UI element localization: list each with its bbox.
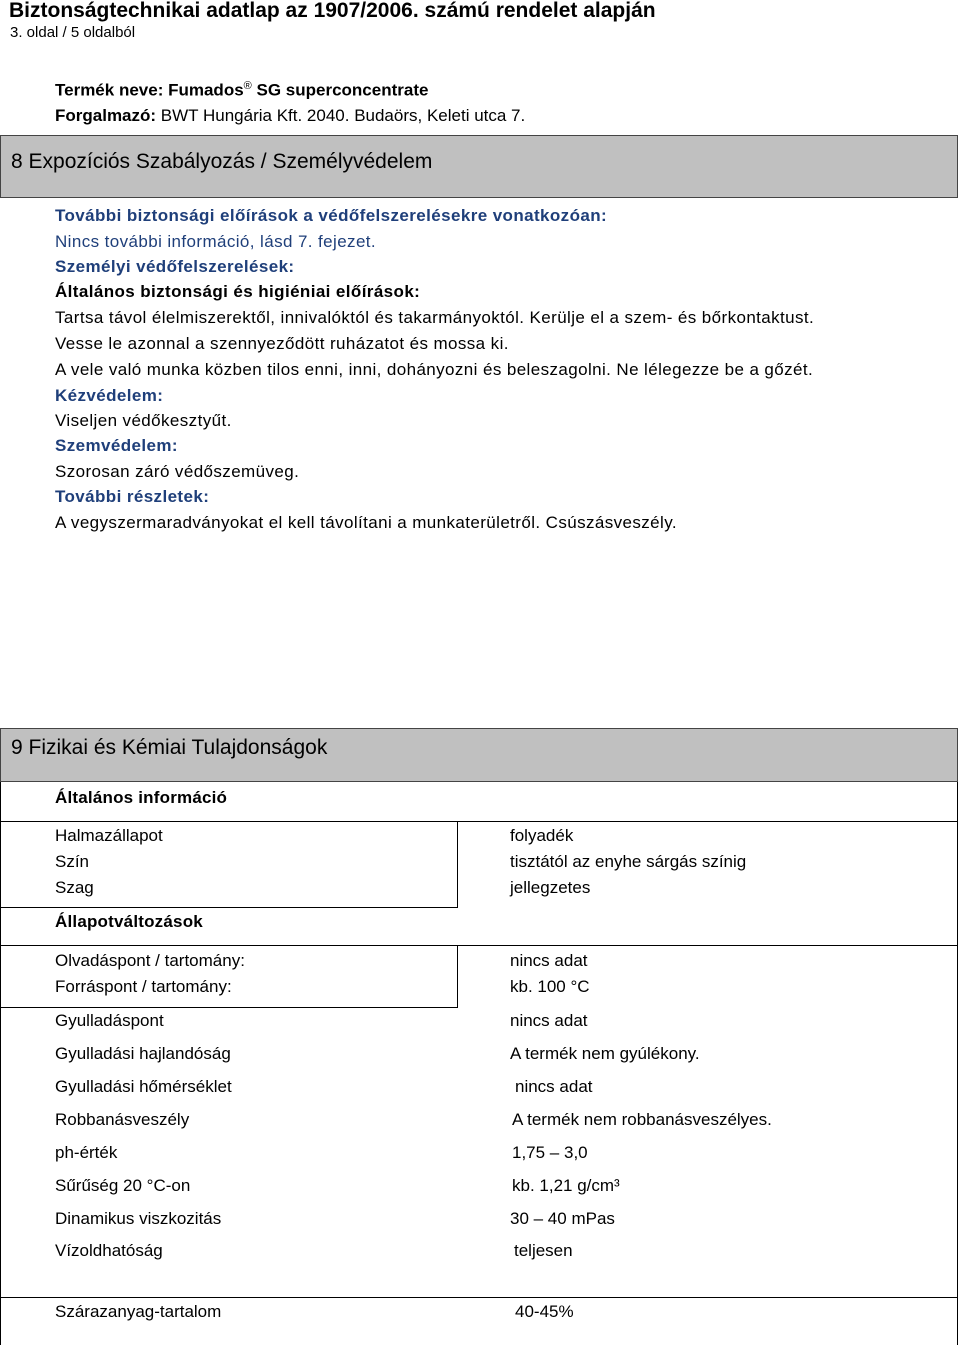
s8-line-10: Szorosan záró védőszemüveg. (55, 462, 300, 481)
s8-line-11: További részletek: (55, 487, 210, 506)
row-label: Robbanásveszély (55, 1110, 190, 1129)
general-info-heading: Általános információ (55, 788, 228, 807)
row-value: kb. 1,21 g/cm³ (512, 1176, 620, 1195)
product-name-suffix: SG superconcentrate (256, 80, 429, 100)
frame-right (957, 782, 958, 1345)
divider-dry-matter (0, 1297, 958, 1298)
row-label: Szag (55, 878, 94, 897)
row-value: 40-45% (515, 1302, 574, 1321)
divider-state-changes (0, 945, 958, 946)
row-label: Gyulladási hajlandóság (55, 1044, 231, 1063)
row-value: A termék nem gyúlékony. (510, 1044, 700, 1063)
row-label: Gyulladási hőmérséklet (55, 1077, 232, 1096)
s8-line-8: Viseljen védőkesztyűt. (55, 411, 232, 430)
row-value: nincs adat (510, 951, 588, 970)
distributor-line (55, 106, 525, 126)
row-value: kb. 100 °C (510, 977, 590, 996)
row-label: Dinamikus viszkozitás (55, 1209, 222, 1228)
s8-line-1: Nincs további információ, lásd 7. fejezet. (55, 232, 377, 251)
row-value: 30 – 40 mPas (510, 1209, 615, 1228)
s8-line-5: Vesse le azonnal a szennyeződött ruházatot és mossa ki. (55, 334, 509, 353)
row-value: A termék nem robbanásveszélyes. (512, 1110, 772, 1129)
row-value: jellegzetes (510, 878, 591, 897)
s8-line-12: A vegyszermaradványokat el kell távolítani a munkaterületről. Csúszásveszély. (55, 513, 677, 532)
row-value: folyadék (510, 826, 574, 845)
row-label: Olvadáspont / tartomány: (55, 951, 245, 970)
row-label: ph-érték (55, 1143, 118, 1162)
s8-line-3: Általános biztonsági és higiéniai előírások: (55, 282, 421, 301)
product-name-label: Termék neve: (55, 80, 164, 100)
s8-line-4: Tartsa távol élelmiszerektől, innivalóktól és takarmányoktól. Kerülje el a szem- és bőrkontaktust. (55, 308, 815, 327)
row-label: Szárazanyag-tartalom (55, 1302, 222, 1321)
row-label: Sűrűség 20 °C-on (55, 1176, 191, 1195)
distributor-value: BWT Hungária Kft. 2040. Budaörs, Keleti utca 7. (160, 106, 526, 125)
section-8-header (0, 135, 958, 198)
product-name-line (55, 80, 428, 101)
row-label: Forráspont / tartomány: (55, 977, 232, 996)
divider-state-bottom (0, 1007, 458, 1008)
s8-line-7: Kézvédelem: (55, 386, 164, 405)
row-label: Vízoldhatóság (55, 1241, 163, 1260)
row-value: nincs adat (515, 1077, 593, 1096)
row-value: 1,75 – 3,0 (512, 1143, 588, 1162)
section-9-title: 9 Fizikai és Kémiai Tulajdonságok (11, 736, 328, 759)
row-label: Gyulladáspont (55, 1011, 164, 1030)
s8-line-2: Személyi védőfelszerelések: (55, 257, 295, 276)
divider-general (0, 821, 958, 822)
column-divider-top (457, 821, 458, 908)
s8-line-9: Szemvédelem: (55, 436, 178, 455)
page-number: 3. oldal / 5 oldalból (10, 24, 136, 41)
row-label: Szín (55, 852, 90, 871)
frame-left (0, 782, 1, 1345)
row-value: tisztától az enyhe sárgás színig (510, 852, 747, 871)
s8-line-0: További biztonsági előírások a védőfelszerelésekre vonatkozóan: (55, 206, 608, 225)
section-8-title: 8 Expozíciós Szabályozás / Személyvédelem (11, 150, 433, 173)
column-divider-mid (457, 945, 458, 1007)
row-value: teljesen (514, 1241, 573, 1260)
distributor-label: Forgalmazó: (55, 106, 157, 125)
section-9-header (0, 728, 958, 782)
product-name-value: Fumados (168, 80, 244, 100)
s8-line-6: A vele való munka közben tilos enni, inni, dohányozni és beleszagolni. Ne lélegezze be a gőzét. (55, 360, 814, 379)
divider-general-bottom (0, 907, 458, 908)
row-value: nincs adat (510, 1011, 588, 1030)
registered-mark: ® (243, 80, 252, 92)
document-title: Biztonságtechnikai adatlap az 1907/2006. számú rendelet alapján (9, 0, 656, 22)
row-label: Halmazállapot (55, 826, 163, 845)
state-changes-heading: Állapotváltozások (55, 912, 203, 931)
